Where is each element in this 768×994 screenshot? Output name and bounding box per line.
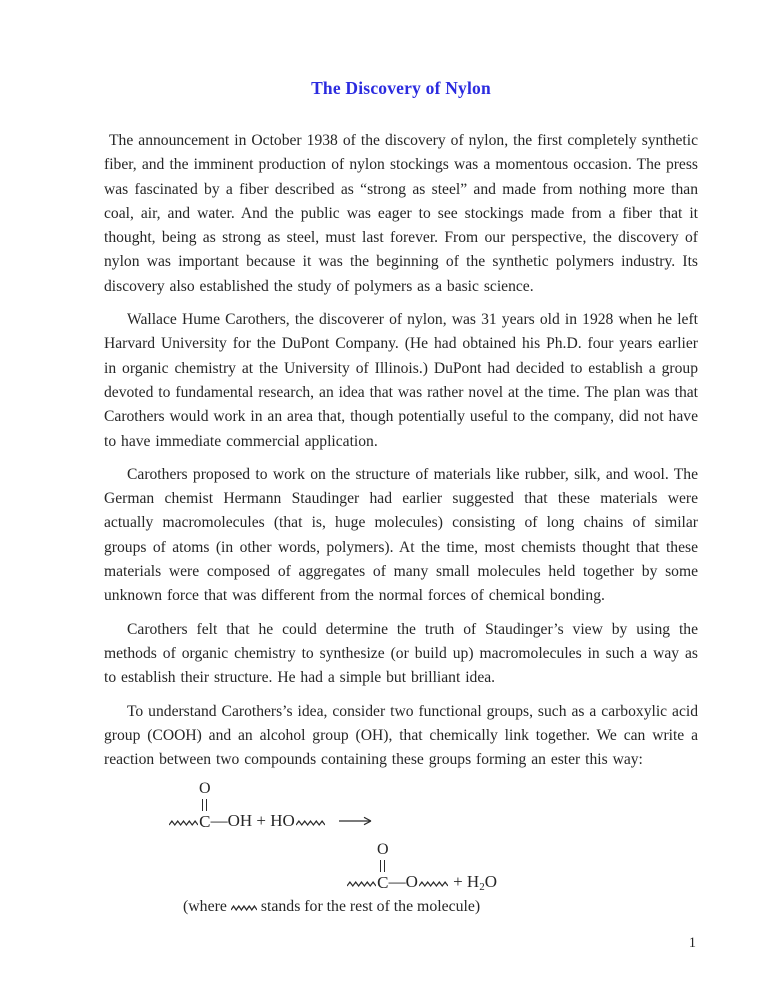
squiggle-molecule-icon (347, 880, 376, 888)
water-oxygen: O (484, 871, 497, 891)
squiggle-molecule-icon (296, 819, 325, 827)
double-bond-icon (380, 860, 385, 872)
squiggle-molecule-icon (231, 904, 257, 912)
squiggle-molecule-icon (419, 880, 448, 888)
double-bond-icon (202, 799, 207, 811)
oxygen-label: O (199, 780, 211, 798)
carbonyl-stack (377, 842, 389, 891)
ester-fragment: —O (388, 871, 418, 891)
paragraph-intro: The announcement in October 1938 of the discovery of nylon, the first completely synthetic fiber, and the imminent production of nylon stockings was a momentous occasion. The press was fascinated by a fiber described as “strong as steel” and made from nothing more than coal, air, and water. And the public was eager to see stockings made from a fiber that it thought, being as strong as steel, must last forever. From our perspective, the discovery of nylon was important because it was the beginning of the synthetic polymers industry. Its discovery also established the study of polymers as a basic science. (104, 132, 698, 295)
reaction-caption (183, 898, 698, 915)
paragraph-functional-groups: To understand Carothers’s idea, consider two functional groups, such as a carboxylic acid group (COOH) and an alcohol group (OH), that chemically link together. We can write a reaction between two compounds containing these groups forming an ester this way: (104, 702, 698, 769)
reaction-reactants-row (168, 781, 698, 830)
carbon-label: C (199, 812, 211, 832)
water-subscript: 2 (479, 881, 485, 894)
page-content (104, 78, 698, 916)
caption-text-post: stands for the rest of the molecule) (260, 898, 481, 916)
water-fragment: + H (448, 871, 480, 891)
reactant-fragment: —OH + HO (210, 810, 295, 830)
reaction-products-row (346, 841, 698, 894)
paragraph-carothers-bio: Wallace Hume Carothers, the discoverer of nylon, was 31 years old in 1928 when he left Harvard University for the DuPont Company. (He had obtained his Ph.D. four years earlier in organic chemistry at the University of Illinois.) DuPont had decided to establish a group devoted to fundamental research, an idea that was rather novel at the time. The plan was that Carothers would work in an area that, though potentially useful to the company, did not have to have immediate commercial application. (104, 311, 698, 450)
caption-text-pre: (where (183, 898, 227, 916)
oxygen-label: O (377, 841, 389, 859)
chemical-reaction-figure (104, 781, 698, 915)
reaction-arrow-icon (339, 816, 373, 826)
paragraph-simple-idea: Carothers felt that he could determine the truth of Staudinger’s view by using the methods of organic chemistry to synthesize (or build up) macromolecules in such a way as to establish their structure. He had a simple but brilliant idea. (104, 620, 698, 687)
carbonyl-stack (199, 781, 211, 830)
page-number: 1 (688, 935, 696, 951)
carbon-label: C (377, 873, 389, 893)
paragraph-staudinger: Carothers proposed to work on the structure of materials like rubber, silk, and wool. The German chemist Hermann Staudinger had earlier suggested that these materials were actually macromolecules (that is, huge molecules) consisting of long chains of similar groups of atoms (in other words, polymers). At the time, most chemists thought that these materials were composed of aggregates of many small molecules held together by some unknown force that was different from the normal forces of chemical bonding. (104, 465, 698, 605)
squiggle-molecule-icon (169, 819, 198, 827)
page-title: The Discovery of Nylon (311, 78, 491, 98)
